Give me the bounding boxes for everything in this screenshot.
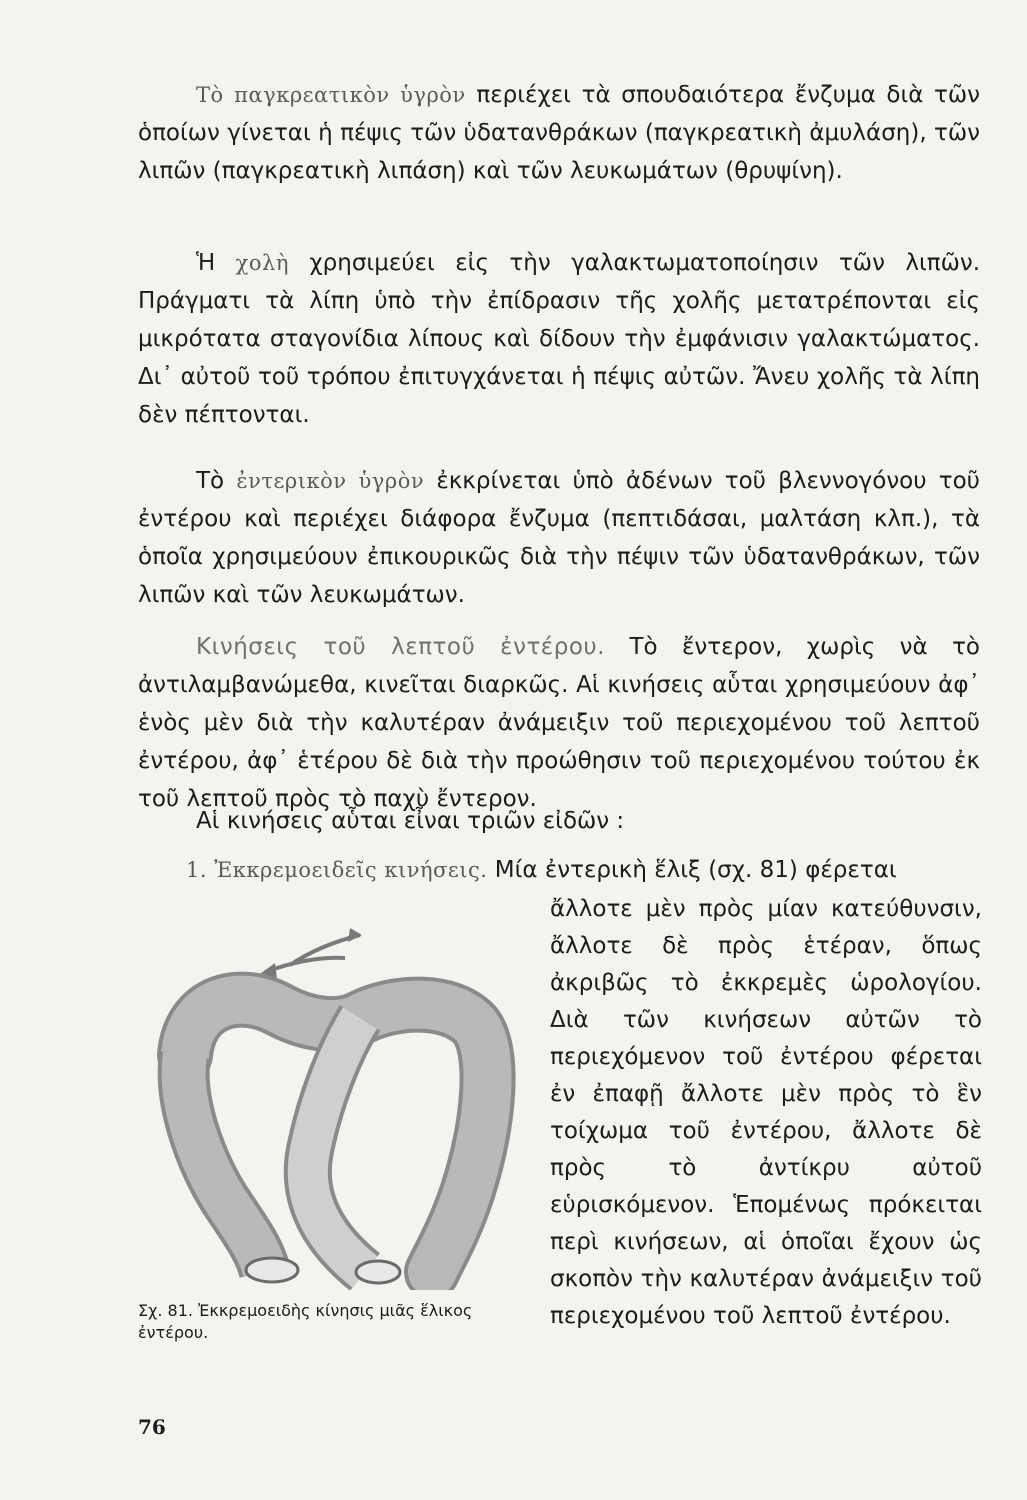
paragraph-text: ἐκκρίνεται ὑπὸ ἀδένων τοῦ βλεννογόνου τοῦ ἐντέρου καὶ περιέχει διάφορα ἔνζυμα (πεπτιδάσαι, μαλτάση κλπ.), τὰ ὁποῖα χρησιμεύουν ἐπικουρικῶς διὰ τὴν πέψιν τῶν ὑδατανθράκων, τῶν λιπῶν καὶ τῶν λευκωμάτων. xyxy=(138,468,980,608)
subsection-number: 1. xyxy=(186,858,208,882)
pendulum-arrows-icon xyxy=(260,928,362,979)
subsection-heading: Ἐκκρεμοειδεῖς κινήσεις. xyxy=(214,858,488,882)
paragraph-text: περιέχει τὰ σπουδαιότερα ἔνζυμα διὰ τῶν ὁποίων γίνεται ἡ πέψις τῶν ὑδατανθράκων (παγκρεατικὴ ἀμυλάση), τῶν λιπῶν (παγκρεατικὴ λιπάση) καὶ τῶν λευκωμάτων (θρυψίνη). xyxy=(138,82,981,184)
subsection-pendular xyxy=(186,851,986,889)
paragraph-intro: Τὸ xyxy=(196,468,225,494)
page-number: 76 xyxy=(138,1415,166,1439)
figure-caption: Σχ. 81. Ἐκκρεμοειδὴς κίνησις μιᾶς ἕλικος ἐντέρου. xyxy=(138,1301,473,1342)
side-column-text: ἄλλοτε μὲν πρὸς μίαν κατεύθυνσιν, ἄλλοτε δὲ πρὸς ἑτέραν, ὅπως ἀκριβῶς τὸ ἐκκρεμὲς ὡρολογίου. Διὰ τῶν κινήσεων αὐτῶν τὸ περιεχόμενον τοῦ ἐντέρου φέρεται ἐν ἐπαφῇ ἄλλοτε μὲν πρὸς τὸ ἓν τοίχωμα τοῦ ἐντέρου, ἄλλοτε δὲ πρὸς τὸ ἀντίκρυ αὐτοῦ εὑρισκόμενον. Ἑπομένως πρόκειται περὶ κινήσεων, αἱ ὁποῖαι ἔχουν ὡς σκοπὸν τὴν καλυτέραν ἀνάμειξιν τοῦ περιεχομένου τοῦ λεπτοῦ ἐντέρου. xyxy=(550,896,982,1329)
paragraph-text: Μία ἐντερικὴ ἕλιξ (σχ. 81) φέρεται xyxy=(494,857,897,883)
paragraph-three-kinds xyxy=(138,802,980,840)
intestine-loop-icon xyxy=(184,1000,488,1283)
paragraph-text: χρησιμεύει εἰς τὴν γαλακτωματοποίησιν τῶν λιπῶν. Πράγματι τὰ λίπη ὑπὸ τὴν ἐπίδρασιν τῆς χολῆς μετατρέπονται εἰς μικρότατα σταγονίδια λίπους καὶ δίδουν τὴν ἐμφάνισιν γαλακτώματος. Δι᾽ αὐτοῦ τοῦ τρόπου ἐπιτυγχάνεται ἡ πέψις αὐτῶν. Ἄνευ χολῆς τὰ λίπη δὲν πέπτονται. xyxy=(138,250,981,428)
term-pancreatic-juice: Τὸ παγκρεατικὸν ὑγρὸν xyxy=(196,83,466,107)
paragraph-intestine-movements xyxy=(138,628,980,818)
paragraph-intro: Ἡ xyxy=(196,250,216,276)
paragraph-text: Τὸ ἔντερον, χωρὶς νὰ τὸ ἀντιλαμβανώμεθα, κινεῖται διαρκῶς. Αἱ κινήσεις αὗται χρησιμεύουν ἀφ᾽ ἑνὸς μὲν διὰ τὴν καλυτέραν ἀνάμειξιν τοῦ περιεχομένου τοῦ λεπτοῦ ἐντέρου, ἀφ᾽ ἑτέρου δὲ διὰ τὴν προώθησιν τοῦ περιεχομένου τούτου ἐκ τοῦ λεπτοῦ πρὸς τὸ παχὺ ἔντερον. xyxy=(138,634,980,812)
paragraph-text: Αἱ κινήσεις αὗται εἶναι τριῶν εἰδῶν : xyxy=(196,808,625,834)
term-intestinal-juice: ἐντερικὸν ὑγρὸν xyxy=(236,469,425,493)
term-bile: χολὴ xyxy=(235,251,289,275)
paragraph-pancreatic-juice xyxy=(138,76,980,190)
paragraph-bile xyxy=(138,244,980,434)
paragraph-intestinal-juice xyxy=(138,462,980,614)
section-heading: Κινήσεις τοῦ λεπτοῦ ἐντέρου. xyxy=(196,634,606,660)
intestine-loop-figure xyxy=(150,900,530,1290)
